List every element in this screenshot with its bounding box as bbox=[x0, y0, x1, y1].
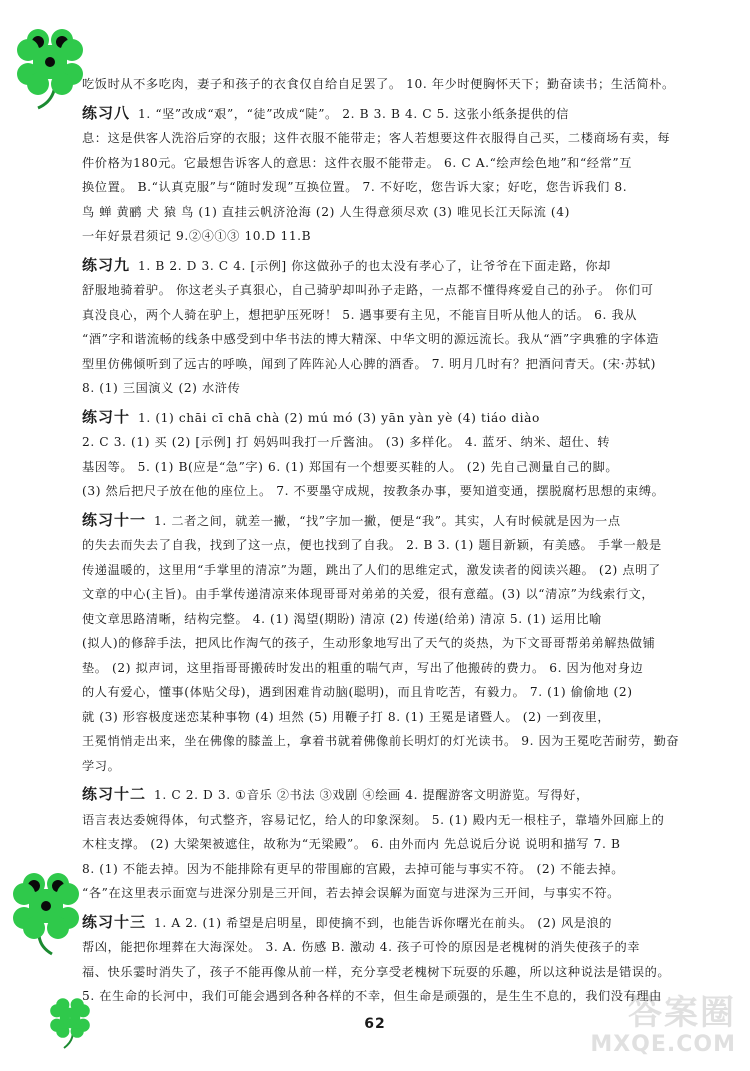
answer-line bbox=[82, 910, 712, 936]
answer-line bbox=[82, 430, 712, 455]
answer-text: 就 (3) 形容极度迷恋某种事物 (4) 坦然 (5) 用鞭子打 8. (1) 王冕是诸暨人。 (2) 一到夜里， bbox=[82, 709, 611, 724]
answer-text: 1. C 2. D 3. ①音乐 ②书法 ③戏剧 ④绘画 4. 提醒游客文明游览。写得好， bbox=[154, 788, 589, 802]
answer-line bbox=[82, 857, 712, 882]
answer-text: 一年好景君须记 9.②④①③ 10.D 11.B bbox=[82, 229, 312, 243]
answer-text: 鸟 蝉 黄鹂 犬 猿 鸟 (1) 直挂云帆济沧海 (2) 人生得意须尽欢 (3) 唯见长江天际流 (4) bbox=[82, 204, 570, 219]
intro-line: 吃饭时从不多吃肉，妻子和孩子的衣食仅自给自足罢了。 10. 年少时便胸怀天下；勤奋读书；生活简朴。 bbox=[82, 77, 675, 91]
answer-text: 垫。 (2) 拟声词，这里指哥哥搬砖时发出的粗重的喘气声，写出了他搬砖的费力。 6. 因为他对身边 bbox=[82, 660, 644, 675]
exercise-title: 练习十 bbox=[82, 407, 131, 426]
answer-text: 福、快乐霎时消失了，孩子不能再像从前一样，充分享受老槐树下玩耍的乐趣，所以这种说法是错误的。 bbox=[82, 964, 671, 979]
answer-line bbox=[82, 754, 712, 779]
answer-line bbox=[82, 533, 712, 558]
answer-text: 文章的中心(主旨)。由手掌传递清凉来体现哥哥对弟弟的关爱，很有意蕴。(3) 以“清凉”为线索行文， bbox=[82, 587, 655, 601]
answer-text: (3) 然后把尺子放在他的座位上。 7. 不要墨守成规，按教条办事，要知道变通，摆脱腐朽思想的束缚。 bbox=[82, 484, 665, 498]
answer-line bbox=[82, 303, 712, 328]
answer-text: 基因等。 5. (1) B(应是“急”字) 6. (1) 郑国有一个想要买鞋的人。 (2) 先自己测量自己的脚。 bbox=[82, 459, 619, 474]
answer-line bbox=[82, 832, 712, 857]
answer-text: 8. (1) 不能去掉。因为不能排除有更早的带围廊的宫殿，去掉可能与事实不符。 (2) 不能去掉。 bbox=[82, 861, 624, 876]
answer-text: 舒服地骑着驴。 你这老头子真狠心，自己骑驴却叫孙子走路，一点都不懂得疼爱自己的孙子。 你们可 bbox=[82, 283, 654, 297]
answer-text: 8. (1) 三国演义 (2) 水浒传 bbox=[82, 381, 241, 395]
answer-line bbox=[82, 558, 712, 583]
watermark bbox=[566, 993, 736, 1063]
answer-text: 型里仿佛倾听到了远古的呼唤，闻到了阵阵沁人心脾的酒香。 7. 明月几时有？把酒问青天。(宋·苏轼) bbox=[82, 356, 657, 371]
answer-line bbox=[82, 782, 712, 808]
answer-text: 1. 二者之间，就差一撇，“找”字加一撇，便是“我”。其实，人有时候就是因为一点 bbox=[154, 513, 621, 528]
exercise-title: 练习十三 bbox=[82, 912, 147, 931]
answer-text: 帮凶，能把你埋葬在大海深处。 3. A. 伤感 B. 激动 4. 孩子可怜的原因是老槐树的消失使孩子的幸 bbox=[82, 940, 641, 954]
answer-text: 件价格为180元。它最想告诉客人的意思：这件衣服不能带走。 6. C A.“绘声绘色地”和“经常”互 bbox=[82, 155, 632, 170]
answer-line bbox=[82, 881, 712, 906]
answer-text: 1. (1) chāi cī chā chà (2) mú mó (3) yān yàn yè (4) tiáo diào bbox=[138, 410, 540, 425]
answer-line bbox=[82, 253, 712, 279]
answer-line bbox=[82, 175, 712, 200]
four-leaf-clover-icon bbox=[4, 862, 88, 956]
answer-line bbox=[82, 126, 712, 151]
exercise-title: 练习十一 bbox=[82, 510, 147, 529]
answer-line bbox=[82, 327, 712, 352]
answer-line bbox=[82, 278, 712, 303]
page-number: 62 bbox=[364, 1016, 386, 1032]
answer-line bbox=[82, 508, 712, 534]
answer-text: 学习。 bbox=[82, 758, 121, 773]
answer-text: 的失去而失去了自我，找到了这一点，便也找到了自我。 2. B 3. (1) 题目新颖，有美感。 手掌一般是 bbox=[82, 538, 662, 552]
four-leaf-clover-icon bbox=[8, 18, 90, 110]
answer-text: 王冕悄悄走出来，坐在佛像的膝盖上，拿着书就着佛像前长明灯的灯光读书。 9. 因为王冕吃苦耐劳，勤奋 bbox=[82, 734, 680, 748]
answer-line bbox=[82, 680, 712, 705]
answer-text: “酒”字和谐流畅的线条中感受到中华书法的博大精深、中华文明的源远流长。我从“酒”字典雅的字体造 bbox=[82, 332, 660, 346]
exercise-list bbox=[82, 101, 712, 1009]
answer-line bbox=[82, 224, 712, 249]
watermark-en: MXQE.COM bbox=[590, 1032, 736, 1057]
answer-text: 的人有爱心，懂事(体贴父母)，遇到困难肯动脑(聪明)，而且肯吃苦，有毅力。 7. (1) 偷偷地 (2) bbox=[82, 685, 633, 699]
answer-text: 传递温暖的，这里用“手掌里的清凉”为题，跳出了人们的思维定式，激发读者的阅读兴趣。 (2) 点明了 bbox=[82, 562, 661, 577]
answer-line bbox=[82, 705, 712, 730]
answer-text: 息：这是供客人洗浴后穿的衣服；这件衣服不能带走；客人若想要这件衣服得自己买，二楼商场有卖，每 bbox=[82, 131, 671, 145]
answer-line bbox=[82, 607, 712, 632]
answer-text: 1. B 2. D 3. C 4. [示例] 你这做孙子的也太没有孝心了，让爷爷在下面走路，你却 bbox=[138, 258, 611, 273]
answer-text: 使文章思路清晰，结构完整。 4. (1) 渴望(期盼) 清凉 (2) 传递(给弟) 清凉 5. (1) 运用比喻 bbox=[82, 611, 602, 626]
answer-line bbox=[82, 729, 712, 754]
answer-line bbox=[82, 960, 712, 985]
answer-line bbox=[82, 200, 712, 225]
answer-text: 换位置。 B.“认真克服”与“随时发现”互换位置。 7. 不好吃，您告诉大家；好吃，您告诉我们 8. bbox=[82, 180, 628, 194]
answer-line bbox=[82, 631, 712, 656]
answer-text: 1. “坚”改成“艰”，“徒”改成“陡”。 2. B 3. B 4. C 5. 这张小纸条提供的信 bbox=[138, 106, 570, 121]
answer-line bbox=[82, 479, 712, 504]
answer-text: 1. A 2. (1) 希望是启明星，即使摘不到，也能告诉你曙光在前头。 (2) 风是浪的 bbox=[154, 915, 613, 930]
answer-line bbox=[82, 376, 712, 401]
watermark-cn: 答案圈 bbox=[628, 993, 736, 1033]
exercise-title: 练习八 bbox=[82, 103, 131, 122]
answer-line bbox=[82, 101, 712, 127]
answer-line bbox=[82, 405, 712, 431]
answer-line bbox=[82, 352, 712, 377]
exercise-title: 练习九 bbox=[82, 255, 131, 274]
answer-text: 5. 在生命的长河中，我们可能会遇到各种各样的不幸，但生命是顽强的，是生生不息的，我们没有理由 bbox=[82, 989, 662, 1003]
answer-line bbox=[82, 808, 712, 833]
answer-line bbox=[82, 935, 712, 960]
answer-text: 真没良心，两个人骑在驴上，想把驴压死呀！ 5. 遇事要有主见，不能盲目听从他人的话。 6. 我从 bbox=[82, 307, 638, 322]
answer-text: 2. C 3. (1) 买 (2) [示例] 打 妈妈叫我打一斤酱油。 (3) 多样化。 4. 蓝牙、纳米、超仕、转 bbox=[82, 435, 611, 449]
answer-line bbox=[82, 151, 712, 176]
answer-text: “各”在这里表示面宽与进深分别是三开间，若去掉会误解为面宽与进深为三开间，与事实不符。 bbox=[82, 886, 620, 900]
exercise-title: 练习十二 bbox=[82, 785, 147, 803]
answer-line bbox=[82, 656, 712, 681]
answer-text: 语言表达委婉得体，句式整齐，容易记忆，给人的印象深刻。 5. (1) 殿内无一根柱子，靠墙外回廊上的 bbox=[82, 812, 665, 827]
answer-line bbox=[82, 455, 712, 480]
answer-text: (拟人)的修辞手法，把风比作淘气的孩子，生动形象地写出了天气的炎热，为下文哥哥帮弟弟解热做铺 bbox=[82, 636, 656, 650]
answer-text: 木柱支撑。 (2) 大梁架被遮住，故称为“无梁殿”。 6. 由外而内 先总说后分说 说明和描写 7. B bbox=[82, 837, 621, 851]
answer-content bbox=[82, 72, 712, 1009]
answer-line bbox=[82, 582, 712, 607]
